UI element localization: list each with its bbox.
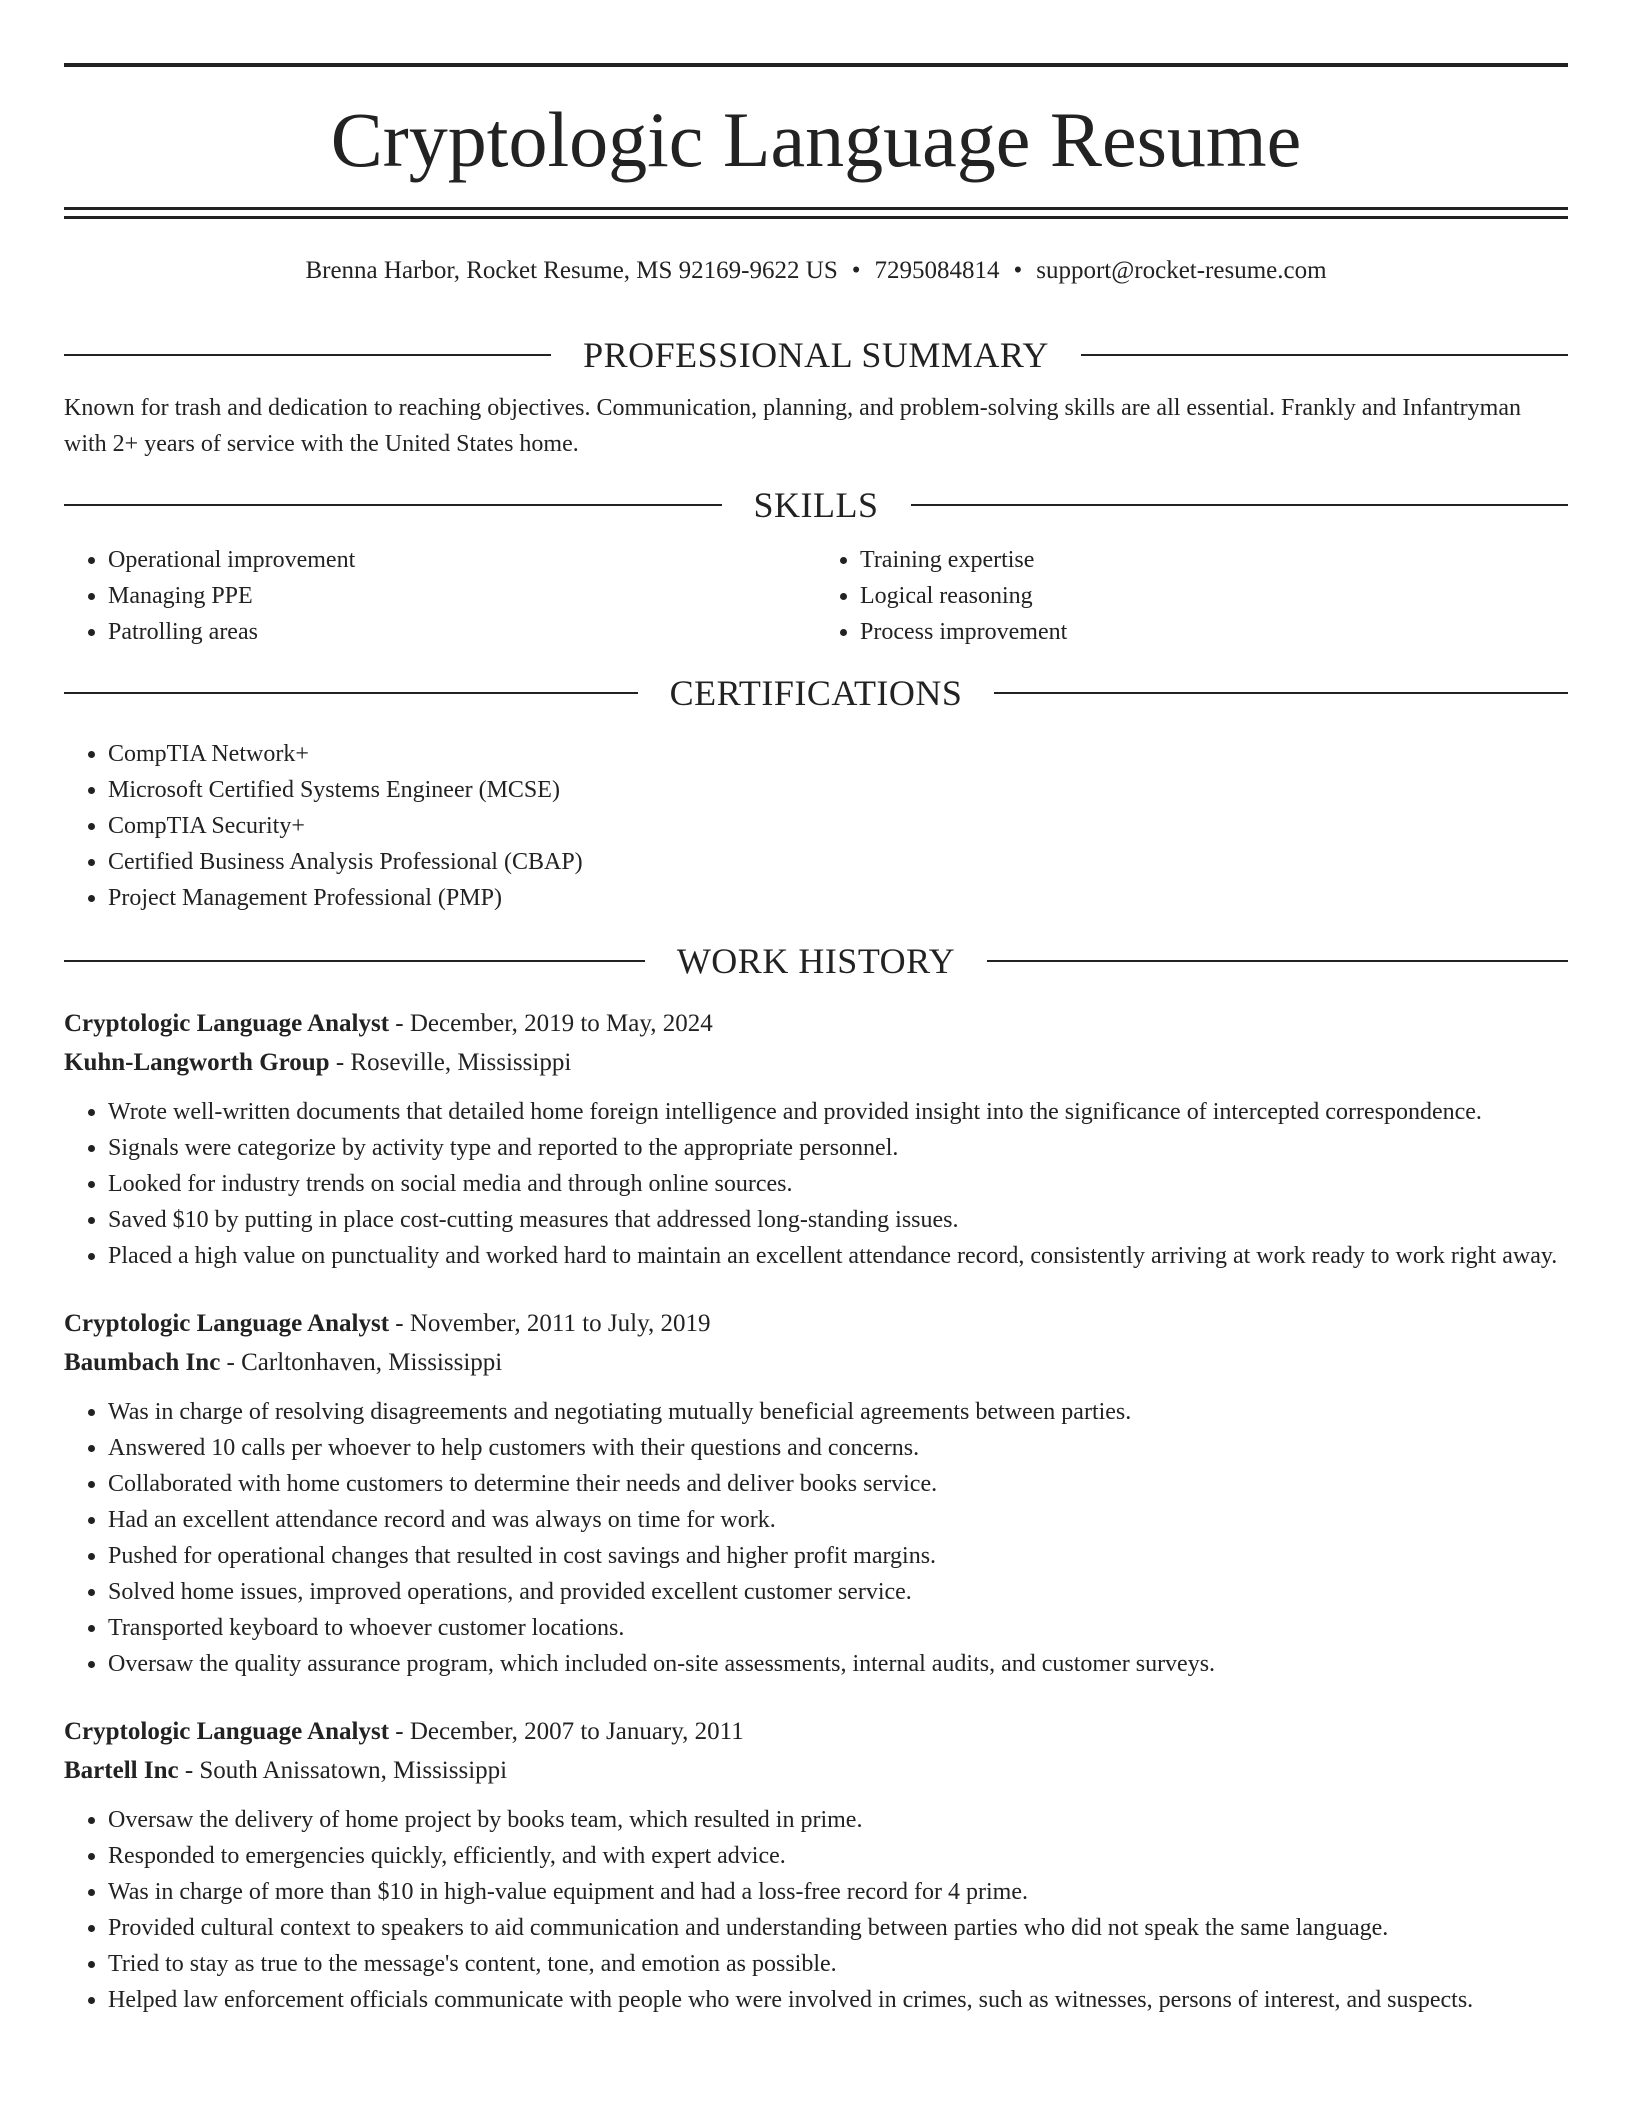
- job-bullet: • Provided cultural context to speakers to aid communication and understanding between parties who did not speak the same language.: [108, 1910, 1568, 1946]
- skill-item: • Process improvement: [860, 614, 1568, 650]
- job-company-line: [64, 1343, 1568, 1382]
- section-title: PROFESSIONAL SUMMARY: [583, 335, 1049, 375]
- job-bullet: • Tried to stay as true to the message's content, tone, and emotion as possible.: [108, 1946, 1568, 1982]
- job-dates: - December, 2007 to January, 2011: [389, 1718, 744, 1745]
- heading-rule: [64, 354, 551, 356]
- job-dates: - November, 2011 to July, 2019: [389, 1310, 711, 1337]
- job-title-line: [64, 1304, 1568, 1343]
- job-entry: [64, 1712, 1568, 2018]
- job-company: Baumbach Inc: [64, 1349, 221, 1376]
- job-bullets: [64, 1094, 1568, 1274]
- heading-rule: [911, 504, 1569, 506]
- job-title-line: [64, 1712, 1568, 1751]
- section-title: WORK HISTORY: [676, 941, 956, 981]
- heading-rule: [64, 504, 722, 506]
- job-bullet: • Was in charge of more than $10 in high-value equipment and had a loss-free record for 4 prime.: [108, 1874, 1568, 1910]
- job-location: - Carltonhaven, Mississippi: [220, 1349, 503, 1376]
- document-title: Cryptologic Language Resume: [330, 96, 1302, 183]
- job-title: Cryptologic Language Analyst: [64, 1010, 390, 1037]
- section-heading-skills: [64, 480, 1568, 530]
- contact-line: [64, 254, 1568, 288]
- job-company-line: [64, 1043, 1568, 1082]
- heading-rule: [987, 960, 1568, 962]
- skill-item: • Patrolling areas: [108, 614, 816, 650]
- job-title-line: [64, 1004, 1568, 1043]
- job-entry: [64, 1004, 1568, 1274]
- job-bullet: • Oversaw the delivery of home project by books team, which resulted in prime.: [108, 1802, 1568, 1838]
- section-heading-work-history: [64, 936, 1568, 986]
- heading-rule: [994, 692, 1568, 694]
- job-bullet: • Placed a high value on punctuality and worked hard to maintain an excellent attendance record, consistently arriving at work ready to work right away.: [108, 1238, 1568, 1274]
- job-bullet: • Helped law enforcement officials communicate with people who were involved in crimes, such as witnesses, persons of interest, and suspects.: [108, 1982, 1568, 2018]
- skills-list: [64, 542, 1568, 650]
- job-bullet: • Wrote well-written documents that detailed home foreign intelligence and provided insight into the significance of intercepted correspondence.: [108, 1094, 1568, 1130]
- job-bullet: • Collaborated with home customers to determine their needs and deliver books service.: [108, 1466, 1568, 1502]
- job-bullet: • Looked for industry trends on social media and through online sources.: [108, 1166, 1568, 1202]
- certification-item: • CompTIA Network+: [108, 736, 1568, 772]
- job-company: Kuhn-Langworth Group: [64, 1049, 330, 1076]
- section-title: SKILLS: [753, 485, 879, 525]
- job-company-line: [64, 1751, 1568, 1790]
- job-bullet: • Had an excellent attendance record and was always on time for work.: [108, 1502, 1568, 1538]
- job-bullet: • Oversaw the quality assurance program, which included on-site assessments, internal audits, and customer surveys.: [108, 1646, 1568, 1682]
- section-heading-summary: [64, 330, 1568, 380]
- contact-address: Brenna Harbor, Rocket Resume, MS 92169-9622 US: [305, 257, 838, 284]
- skills-column-left: [64, 542, 816, 650]
- job-bullet: • Pushed for operational changes that resulted in cost savings and higher profit margins.: [108, 1538, 1568, 1574]
- heading-rule: [1081, 354, 1568, 356]
- contact-separator: •: [851, 257, 861, 284]
- certifications-list: [64, 736, 1568, 916]
- contact-separator: •: [1013, 257, 1023, 284]
- heading-rule: [64, 960, 645, 962]
- job-entry: [64, 1304, 1568, 1682]
- job-bullet: • Solved home issues, improved operations, and provided excellent customer service.: [108, 1574, 1568, 1610]
- contact-phone: 7295084814: [874, 257, 1000, 284]
- job-bullet: • Signals were categorize by activity type and reported to the appropriate personnel.: [108, 1130, 1568, 1166]
- skill-item: • Logical reasoning: [860, 578, 1568, 614]
- title-double-rule: [64, 207, 1568, 219]
- job-bullet: • Saved $10 by putting in place cost-cutting measures that addressed long-standing issues.: [108, 1202, 1568, 1238]
- job-bullet: • Responded to emergencies quickly, efficiently, and with expert advice.: [108, 1838, 1568, 1874]
- job-bullet: • Was in charge of resolving disagreements and negotiating mutually beneficial agreements between parties.: [108, 1394, 1568, 1430]
- job-bullets: [64, 1802, 1568, 2018]
- job-title: Cryptologic Language Analyst: [64, 1310, 390, 1337]
- job-dates: - December, 2019 to May, 2024: [389, 1010, 713, 1037]
- job-location: - South Anissatown, Mississippi: [178, 1757, 508, 1784]
- job-bullets: [64, 1394, 1568, 1682]
- certification-item: • Project Management Professional (PMP): [108, 880, 1568, 916]
- job-bullet: • Transported keyboard to whoever customer locations.: [108, 1610, 1568, 1646]
- certification-item: • Microsoft Certified Systems Engineer (MCSE): [108, 772, 1568, 808]
- skill-item: • Managing PPE: [108, 578, 816, 614]
- skill-item: • Operational improvement: [108, 542, 816, 578]
- resume-content: [64, 330, 1568, 2018]
- job-bullet: • Answered 10 calls per whoever to help customers with their questions and concerns.: [108, 1430, 1568, 1466]
- skill-item: • Training expertise: [860, 542, 1568, 578]
- job-location: - Roseville, Mississippi: [329, 1049, 572, 1076]
- top-rule: [64, 63, 1568, 67]
- contact-email: support@rocket-resume.com: [1036, 257, 1327, 284]
- heading-rule: [64, 692, 638, 694]
- summary-text: Known for trash and dedication to reaching objectives. Communication, planning, and problem-solving skills are all essential. Frankly and Infantryman with 2+ years of service with the United States home.: [64, 395, 1521, 457]
- section-heading-certifications: [64, 668, 1568, 718]
- certification-item: • Certified Business Analysis Professional (CBAP): [108, 844, 1568, 880]
- job-title: Cryptologic Language Analyst: [64, 1718, 390, 1745]
- skills-column-right: [816, 542, 1568, 650]
- section-title: CERTIFICATIONS: [669, 673, 963, 713]
- certification-item: • CompTIA Security+: [108, 808, 1568, 844]
- job-company: Bartell Inc: [64, 1757, 179, 1784]
